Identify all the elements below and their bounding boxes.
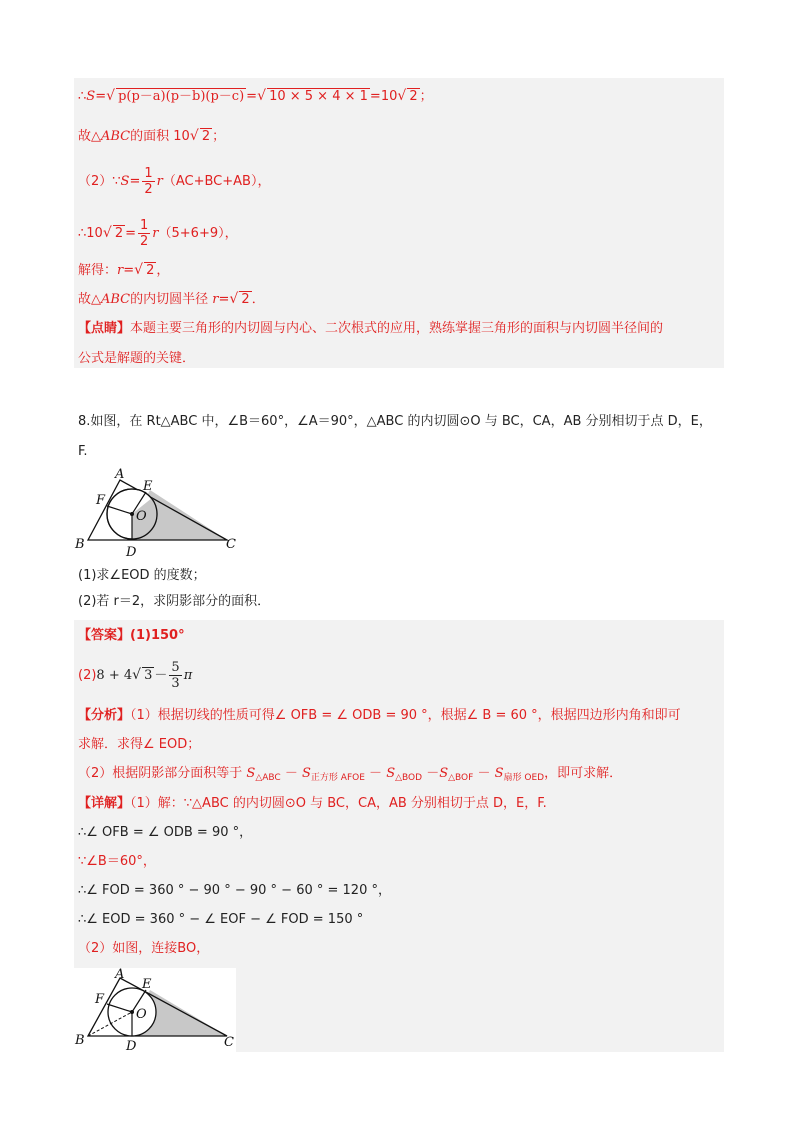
area-conclusion: 故△ABC的面积 10√ 2 ； [78,128,225,146]
comment-line-2: 公式是解题的关键． [78,351,196,366]
step2-formula: （2）∵S= $\frac{1}{2}$ r（AC+BC+AB）， [78,166,271,197]
label-f: F [96,493,106,508]
label-e-2: E [142,977,152,992]
analysis-line-3: （2）根据阴影部分面积等于 $S_{\triangle ABC} - S_{正方形 AFOE} - S_{\triangle BOD} -S_{\triangle BOF} - S_{扇形 OED}$，即可求解． [78,766,623,783]
detail-line-5: ∴∠ EOD = 360 ° − ∠ EOF − ∠ FOD = 150 ° [78,912,364,927]
label-o: O [136,509,147,524]
detail-line-3: ∵∠B＝60°， [78,854,156,869]
analysis-line-2: 求解．求得∠ EOD； [78,737,201,752]
label-d: D [126,545,137,560]
analysis-line-1: 【分析】（1）根据切线的性质可得∠ OFB = ∠ ODB = 90 °，根据∠ B = 60 °，根据四边形内角和即可 [78,708,681,723]
detail-line-4: ∴∠ FOD = 360 ° − 90 ° − 90 ° − 60 ° = 120 °， [78,883,391,898]
center-o-2 [130,1010,134,1014]
question-1: (1)求∠EOD 的度数； [78,568,206,583]
label-c-2: C [224,1035,234,1050]
detail-line-6: （2）如图，连接BO， [78,941,210,956]
label-a: A [115,468,125,482]
label-b-2: B [75,1033,85,1048]
radius-conclusion: 故△ABC的内切圆半径 r=√ 2 ． [78,291,265,309]
detail-line-2: ∴∠ OFB = ∠ ODB = 90 °， [78,825,253,840]
label-f-2: F [95,992,105,1007]
answer-line-2: (2)8 + 4√ 3 － $\frac{5}{3}$ π [78,660,192,691]
label-e: E [143,479,153,494]
label-o-2: O [136,1007,147,1022]
question-2: (2)若 r＝2，求阴影部分的面积． [78,594,271,609]
problem-statement-line1: 8.如图，在 Rt△ABC 中，∠B＝60°，∠A＝90°，△ABC 的内切圆⊙O 与 BC，CA，AB 分别相切于点 D，E， [78,414,712,429]
step3-formula: ∴10√ 2 = $\frac{1}{2}$ r（5+6+9）， [78,218,238,249]
triangle-figure-2 [74,968,236,1052]
label-a-2: A [115,968,125,982]
answer-line-1: 【答案】(1)150° [78,628,185,643]
heron-formula-line: ∴S=√ p(p－a)(p－b)(p－c) =√ 10 × 5 × 4 × 1 =10√ 2 ； [78,88,433,106]
label-d-2: D [126,1039,137,1052]
comment-line-1: 【点睛】本题主要三角形的内切圆与内心、二次根式的应用，熟练掌握三角形的面积与内切圆半径间的 [78,321,664,336]
solve-line: 解得：r=√ 2 ， [78,262,169,280]
triangle-figure-1 [74,468,244,560]
label-c: C [226,537,236,552]
label-b: B [75,537,85,552]
problem-statement-line2: F. [78,444,88,459]
center-o [130,512,134,516]
detail-line-1: 【详解】（1）解：∵△ABC 的内切圆⊙O 与 BC，CA，AB 分别相切于点 D，E，F. [78,796,547,811]
